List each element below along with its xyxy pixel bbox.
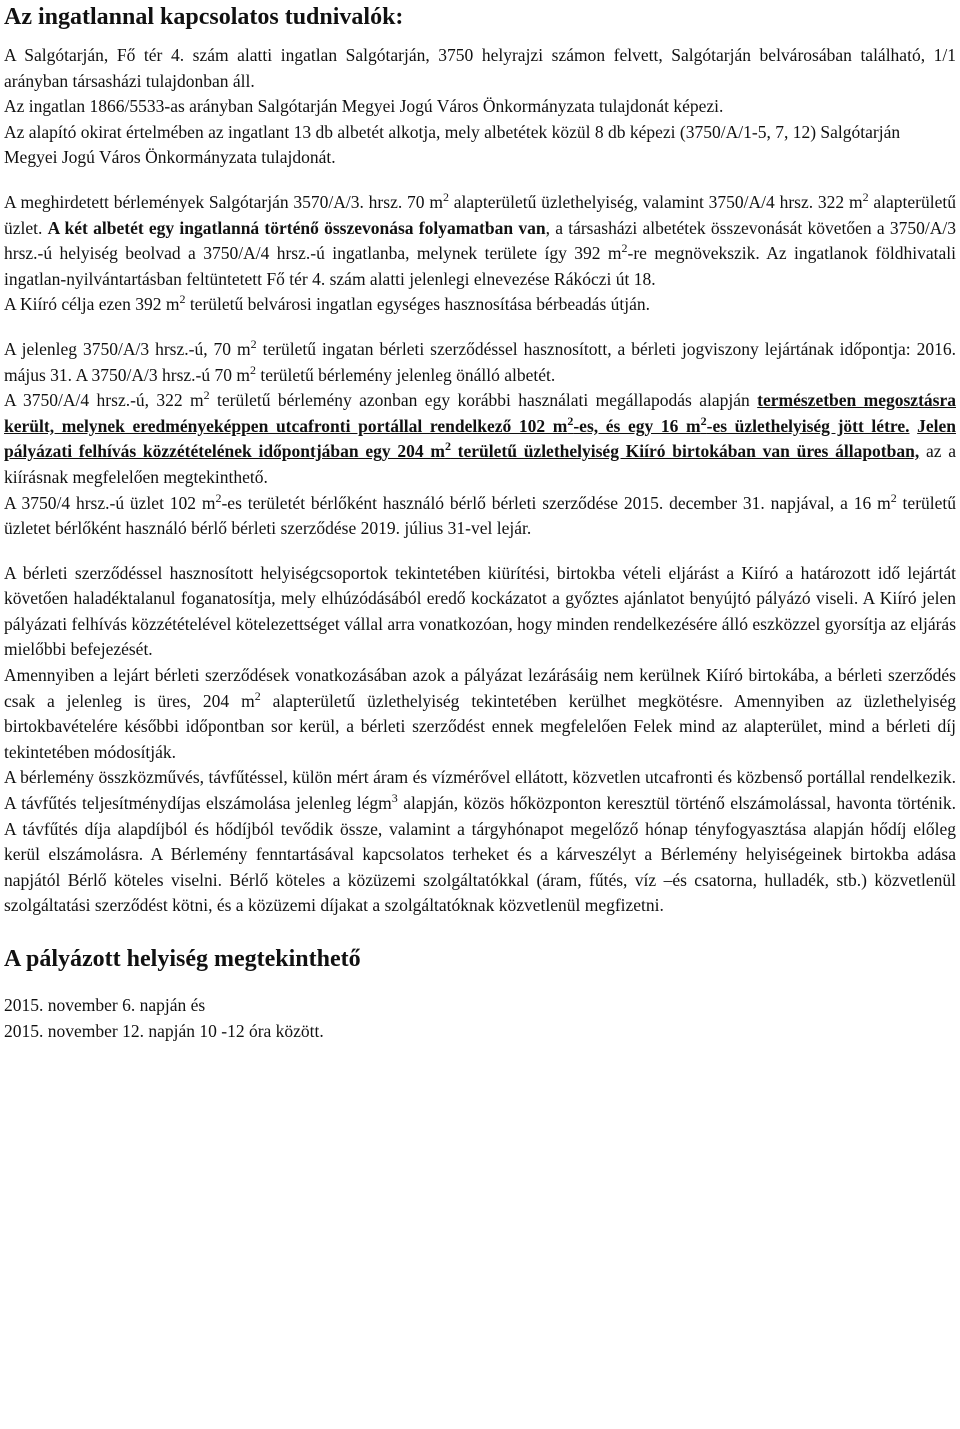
paragraph-utilities: A bérlemény összközművés, távfűtéssel, külön mért áram és vízmérővel ellátott, közvetlen utcafronti és közbenső portállal rendelkezik. A távfűtés teljesítménydíjas elszámolása jelenleg légm$^3$ alapján, közös hőközponton keresztül történő elszámolással, havonta történik. A távfűtés díja alapdíjból és hődíjból tevődik össze, valamint a tárgyhónapot megelőző hónap tényfogyasztása alapján hődíj előleg kerül elszámolásra. A Bérlemény fenntartásával kapcsolatos terheket és a kárveszélyt a Bérlemény helyiségeinek birtokba adása napjától Bérlő köteles viselni. Bérlő köteles a közüzemi szolgáltatókkal (áram, fűtés, víz –és csatorna, hulladék, stb.) közvetlenül szolgáltatási szerződést kötni, és a közüzemi díjakat a szolgáltatóknak közvetlenül megfizetni.: [4, 767, 956, 916]
merge-in-progress-text: A két albetét egy ingatlanná történő összevonása folyamatban van: [47, 217, 546, 238]
viewing-date-1: 2015. november 6. napján és: [4, 995, 206, 1015]
paragraph-purpose: A Kiíró célja ezen 392 $m^2$ területű belvárosi ingatlan egységes hasznosítása bérbeadás útján.: [4, 292, 650, 315]
vacant-premises-text: Jelen pályázati felhívás közzétételének időpontjában egy 204 $m^2$ területű üzlethelyiség Kiíró birtokában van üres állapotban,: [4, 415, 957, 462]
paragraph-eviction: A bérleti szerződéssel hasznosított helyiségcsoportok tekintetében kiürítési, birtokba vételi eljárást a Kiíró a határozott idő lejártát követően haladéktalanul foganatosítja, mely elhúzódásából eredő kockázatot a győztes ajánlatot benyújtó pályázó viseli. A Kiíró jelen pályázati felhívás közzétételével kötelezettséget vállal arra vonatkozóan, hogy minden rendelkezésére álló eszközzel gyorsítja az eljárás mielőbbi befejezését.: [4, 562, 956, 660]
section-heading-viewing: A pályázott helyiség megtekinthető: [4, 946, 361, 972]
page-title: Az ingatlannal kapcsolatos tudnivalók:: [4, 4, 404, 30]
paragraph-advertised-premises: A meghirdetett bérlemények Salgótarján 3570/A/3. hrsz. 70 $m^2$ alapterületű üzlethelyiség, valamint 3750/A/4 hrsz. 322 $m^2$ alapterületű üzlet. A két albetét egy ingatlanná történő összevonása folyamatban van, a társasházi albetétek összevonását követően a 3750/A/3 hrsz.-ú helyiség beolvad a 3750/A/4 hrsz.-ú ingatlanba, melynek területe így 392 $m^2-re$ megnövekszik. Az ingatlanok földhivatali ingatlan-nyilvántartásban feltüntetett Fő tér 4. szám alatti jelenlegi elnevezése Rákóczi út 18.: [4, 189, 957, 289]
paragraph-ownership-ratio: Az ingatlan 1866/5533-as arányban Salgótarján Megyei Jogú Város Önkormányzata tulajdonát képezi.: [4, 96, 724, 117]
paragraph-contract-conditions: Amennyiben a lejárt bérleti szerződések vonatkozásában azok a pályázat lezárásáig nem kerülnek Kiíró birtokába, a bérleti szerződés csak a jelenleg is üres, 204 $m^2$ alapterületű üzlethelyiség tekintetében kerülhet megkötésre. Amennyiben az üzlethelyiség birtokbavételére későbbi időpontban sor kerül, a bérleti szerződést ennek megfelelően Felek mind az alapterület, mind a bérleti díj tekintetében módosítják.: [4, 665, 956, 762]
paragraph-lease-expiry: A 3750/4 hrsz.-ú üzlet 102 $m^2-es$ területét bérlőként használó bérlő bérleti szerződése 2015. december 31. napjával, a 16 $m^2$ területű üzletet bérlőként használó bérlő bérleti szerződése 2019. július 31-vel lejár.: [4, 490, 957, 539]
paragraph-founding-document: Az alapító okirat értelmében az ingatlant 13 db albetét alkotja, mely albetétek közül 8 db képezi (3750/A/1-5, 7, 12) Salgótarján Megyei Jogú Város Önkormányzata tulajdonát.: [4, 121, 901, 168]
paragraph-lease-a4: A 3750/A/4 hrsz.-ú, 322 $m^2$ területű bérlemény azonban egy korábbi használati megállapodás alapján természetben megosztásra került, melynek eredményeképpen utcafronti portállal rendelkező 102 $m^2-es$, és egy 16 $m^2-es$ üzlethelyiség jött létre. Jelen pályázati felhívás közzétételének időpontjában egy 204 $m^2$ területű üzlethelyiség Kiíró birtokában van üres állapotban, az a kiírásnak megfelelően megtekinthető.: [4, 388, 957, 487]
paragraph-location: A Salgótarján, Fő tér 4. szám alatti ingatlan Salgótarján, 3750 helyrajzi számon felvett, Salgótarján belvárosában található, 1/1 arányban társasházi tulajdonban áll.: [4, 45, 956, 91]
viewing-date-2: 2015. november 12. napján 10 -12 óra között.: [4, 1020, 324, 1041]
paragraph-lease-a3: A jelenleg 3750/A/3 hrsz.-ú, 70 $m^2$ területű ingatan bérleti szerződéssel hasznosított, a bérleti jogviszony lejártának időpontja: 2016. május 31. A 3750/A/3 hrsz.-ú 70 $m^2$ területű bérlemény jelenleg önálló albetét.: [4, 336, 956, 385]
division-text: természetben megosztásra került, melynek eredményeképpen utcafronti portállal rendelkező 102 $m^2-es$, és egy 16 $m^2-es$ üzlethelyiség jött létre.: [4, 390, 956, 436]
